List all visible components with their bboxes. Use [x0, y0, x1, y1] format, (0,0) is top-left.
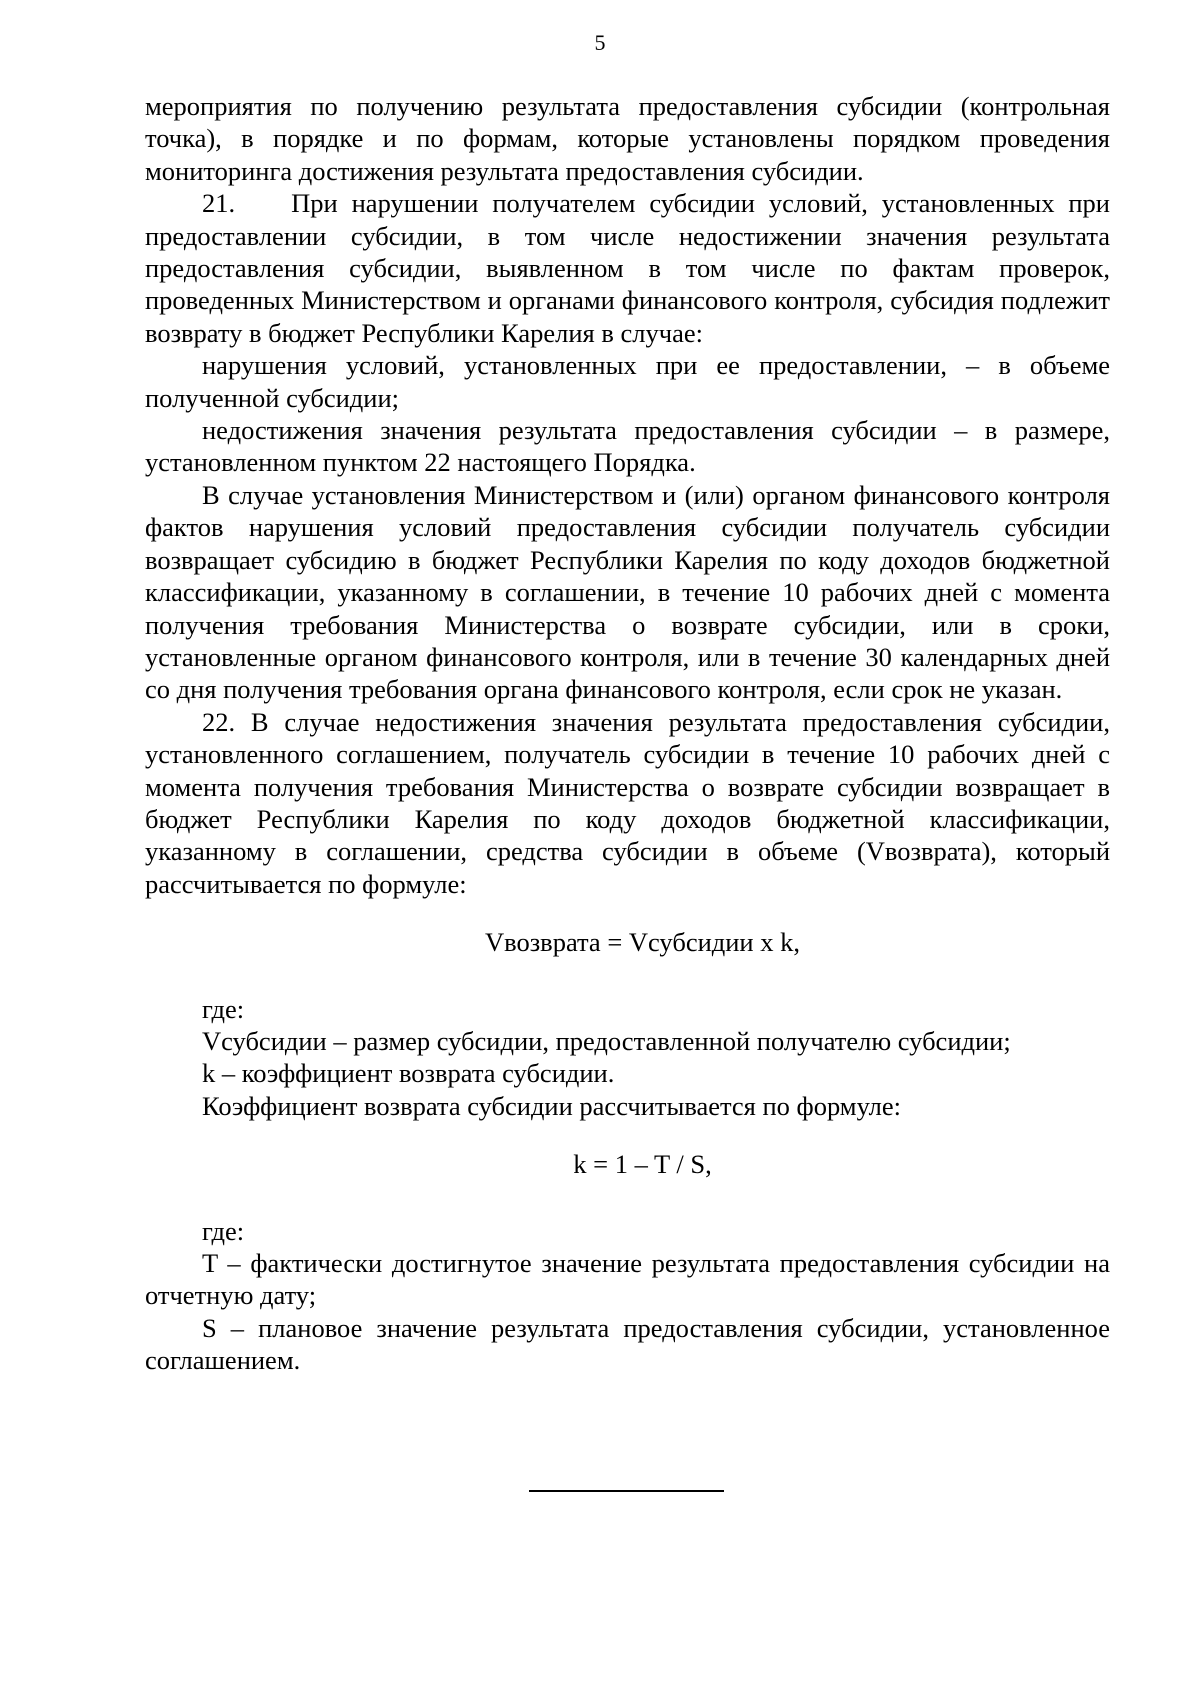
end-divider-line: [529, 1490, 724, 1492]
paragraph-violation-established: В случае установления Министерством и (или) органом финансового контроля фактов нарушения условий предоставления субсидии получатель субсидии возвращает субсидию в бюджет Республики Карелия по коду доходов бюджетной классификации, указанному в соглашении, в течение 10 рабочих дней с момента получения требования Министерства о возврате субсидии, или в сроки, установленные органом финансового контроля, или в течение 30 календарных дней со дня получения требования органа финансового контроля, если срок не указан.: [145, 479, 1110, 705]
case-violation: нарушения условий, установленных при ее предоставлении, – в объеме полученной субсидии;: [145, 350, 1110, 413]
definition-s: S – плановое значение результата предоставления субсидии, установленное соглашением.: [145, 1312, 1110, 1376]
formula-return: Vвозврата = Vсубсидии x k,: [485, 927, 800, 958]
definition-vsubsidy: Vсубсидии – размер субсидии, предоставленной получателю субсидии;: [202, 1025, 1011, 1056]
paragraph-continuation: мероприятия по получению результата предоставления субсидии (контрольная точка), в порядке и по формам, которые установлены порядком проведения мониторинга достижения результата предоставления субсидии.: [145, 91, 1110, 186]
where-label-1: где:: [202, 993, 245, 1024]
paragraph-21: [145, 187, 1110, 349]
formula-k-gap-bottom: [145, 1181, 1110, 1215]
page-number: 5: [594, 30, 606, 55]
formula-k: k = 1 – T / S,: [573, 1149, 712, 1180]
formula-k-gap-top: [145, 1122, 1110, 1148]
paragraph-22: 22. В случае недостижения значения результата предоставления субсидии, установленного соглашением, получатель субсидии в течение 10 рабочих дней с момента получения требования Министерства о возврате субсидии возвращает в бюджет Республики Карелия по коду доходов бюджетной классификации, указанному в соглашении, средства субсидии в объеме (Vвозврата), который рассчитывается по формуле:: [145, 706, 1110, 899]
paragraph-21-number: 21.: [202, 188, 236, 219]
case-nonachievement: недостижения значения результата предоставления субсидии – в размере, установленном пунктом 22 настоящего Порядка.: [145, 415, 1110, 478]
coefficient-intro: Коэффициент возврата субсидии рассчитывается по формуле:: [202, 1090, 902, 1121]
definition-k: k – коэффициент возврата субсидии.: [202, 1058, 615, 1089]
paragraph-21-body: При нарушении получателем субсидии условий, установленных при предоставлении субсидии, в том числе недостижении значения результата предоставления субсидии, выявленном в том числе по фактам проверок, проведенных Министерством и органами финансового контроля, субсидия подлежит возврату в бюджет Республики Карелия в случае:: [145, 188, 1110, 348]
definition-t: T – фактически достигнутое значение результата предоставления субсидии на отчетную дату;: [145, 1248, 1110, 1311]
where-label-2: где:: [202, 1215, 245, 1246]
formula-gap-top: [145, 900, 1110, 926]
document-body: [145, 90, 1110, 1377]
formula-gap-bottom: [145, 959, 1110, 993]
